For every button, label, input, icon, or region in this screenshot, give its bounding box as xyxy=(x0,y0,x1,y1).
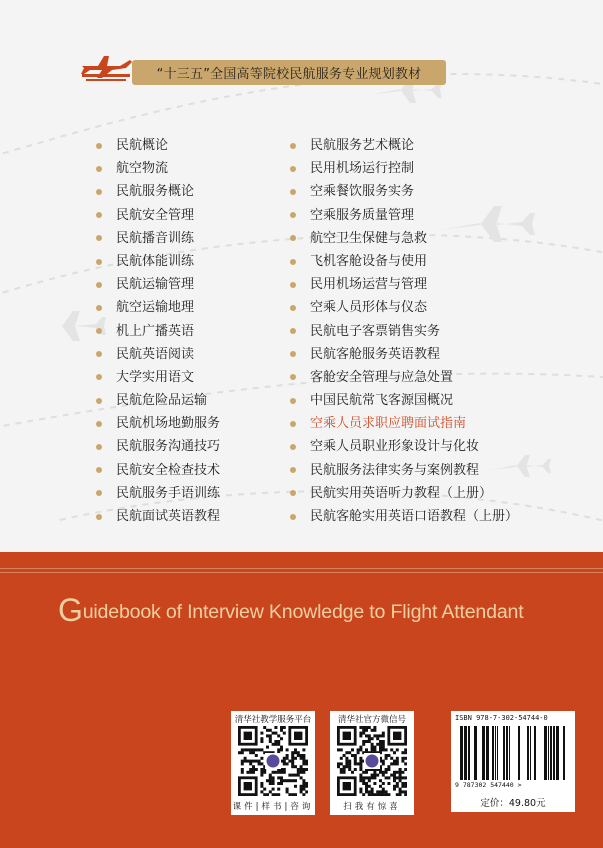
book-title: 大学实用语文 xyxy=(116,369,195,385)
book-title: 民航体能训练 xyxy=(116,253,195,269)
bullet-icon xyxy=(96,166,102,172)
book-list-item xyxy=(96,204,220,227)
book-title: 民航英语阅读 xyxy=(116,346,195,362)
bullet-icon xyxy=(96,189,102,195)
series-banner xyxy=(132,60,446,85)
bullet-icon xyxy=(96,212,102,218)
book-title: 民航服务概论 xyxy=(116,184,195,200)
bullet-icon xyxy=(96,444,102,450)
book-list-item xyxy=(290,134,518,157)
bullet-icon xyxy=(96,467,102,473)
book-title: 空乘人员形体与仪态 xyxy=(310,300,428,316)
book-title: 民航服务沟通技巧 xyxy=(116,439,221,455)
book-title: 民航服务艺术概论 xyxy=(310,138,415,153)
book-list-item xyxy=(96,482,220,505)
book-list-item xyxy=(96,320,220,343)
book-title: 民航电子客票销售实务 xyxy=(310,323,441,339)
bullet-icon xyxy=(290,259,296,265)
book-list-item xyxy=(96,435,220,458)
book-list-item xyxy=(96,227,220,250)
book-list-item xyxy=(96,343,220,366)
bullet-icon xyxy=(96,143,102,149)
qr-card-wechat xyxy=(330,711,414,815)
book-title: 民用机场运营与管理 xyxy=(310,277,428,293)
book-title: 民航客舱实用英语口语教程（上册） xyxy=(310,509,519,524)
book-title-highlighted: 空乘人员求职应聘面试指南 xyxy=(310,416,467,432)
book-title: 航空卫生保健与急救 xyxy=(310,230,428,246)
bullet-icon xyxy=(96,328,102,334)
book-list-item xyxy=(96,505,220,528)
qr-title: 清华社教学服务平台 xyxy=(234,715,312,725)
book-list-item xyxy=(290,505,518,528)
english-title-initial: G xyxy=(58,592,83,628)
book-list-item xyxy=(290,459,518,482)
book-list-item xyxy=(290,343,518,366)
book-title: 航空物流 xyxy=(116,161,169,177)
book-list-item xyxy=(290,227,518,250)
book-list-right xyxy=(290,134,518,528)
qr-card-teaching-platform xyxy=(231,711,315,815)
bullet-icon xyxy=(96,235,102,241)
book-list-item xyxy=(290,482,518,505)
book-title: 民航运输管理 xyxy=(116,277,195,293)
barcode-digits: 9 787302 547440 > xyxy=(455,781,522,789)
bullet-icon xyxy=(96,305,102,311)
book-list-item xyxy=(96,134,220,157)
book-list-item xyxy=(290,296,518,319)
book-list-item xyxy=(96,412,220,435)
book-title: 民航服务手语训练 xyxy=(116,485,221,501)
book-title: 民航危险品运输 xyxy=(116,393,208,409)
book-title: 民用机场运行控制 xyxy=(310,161,415,177)
book-title: 中国民航常飞客源国概况 xyxy=(310,393,454,409)
bullet-icon xyxy=(290,143,296,149)
bullet-icon xyxy=(290,351,296,357)
price-label: 定价：49.80元 xyxy=(480,798,546,809)
book-list-item xyxy=(96,250,220,273)
bullet-icon xyxy=(290,235,296,241)
bullet-icon xyxy=(290,398,296,404)
book-list-item xyxy=(290,157,518,180)
bullet-icon xyxy=(96,259,102,265)
book-list-item-highlighted xyxy=(290,412,518,435)
bullet-icon xyxy=(96,351,102,357)
qr-code-icon xyxy=(337,726,407,796)
book-title: 民航客舱服务英语教程 xyxy=(310,346,441,362)
book-title: 航空运输地理 xyxy=(116,300,195,316)
isbn-text: ISBN 978-7-302-54744-0 xyxy=(455,714,548,722)
book-title: 空乘餐饮服务实务 xyxy=(310,184,415,200)
book-title: 民航安全管理 xyxy=(116,207,195,223)
bullet-icon xyxy=(96,421,102,427)
qr-code-icon xyxy=(238,726,308,796)
bullet-icon xyxy=(96,398,102,404)
book-list-item xyxy=(290,389,518,412)
bullet-icon xyxy=(290,282,296,288)
bullet-icon xyxy=(290,305,296,311)
book-list-item xyxy=(290,180,518,203)
book-list-item xyxy=(290,435,518,458)
book-title: 民航服务法律实务与案例教程 xyxy=(310,462,480,478)
book-list-item xyxy=(96,273,220,296)
bullet-icon xyxy=(290,328,296,334)
book-title: 飞机客舱设备与使用 xyxy=(310,253,428,269)
book-title: 民航播音训练 xyxy=(116,230,195,246)
barcode-icon xyxy=(460,726,566,780)
bullet-icon xyxy=(96,374,102,380)
book-list-item xyxy=(290,366,518,389)
book-list-item xyxy=(96,459,220,482)
divider-line xyxy=(0,572,603,573)
bullet-icon xyxy=(290,189,296,195)
book-list-left xyxy=(96,134,220,528)
bullet-icon xyxy=(290,374,296,380)
book-title: 民航实用英语听力教程（上册） xyxy=(310,485,493,501)
bullet-icon xyxy=(96,490,102,496)
bullet-icon xyxy=(290,421,296,427)
book-title: 空乘服务质量管理 xyxy=(310,207,415,223)
book-title: 空乘人员职业形象设计与化妆 xyxy=(310,439,480,455)
english-title xyxy=(58,594,523,626)
qr-title: 清华社官方微信号 xyxy=(337,715,406,725)
book-list-item xyxy=(290,250,518,273)
book-title: 民航概论 xyxy=(116,138,169,153)
book-list-item xyxy=(96,157,220,180)
book-title: 民航机场地勤服务 xyxy=(116,416,221,432)
book-list-item xyxy=(96,389,220,412)
airplane-logo-icon xyxy=(76,44,136,84)
book-title: 客舱安全管理与应急处置 xyxy=(310,369,454,385)
bullet-icon xyxy=(96,282,102,288)
book-list-item xyxy=(96,296,220,319)
series-banner-text: “十三五”全国高等院校民航服务专业规划教材 xyxy=(156,67,422,82)
bullet-icon xyxy=(290,166,296,172)
book-title: 机上广播英语 xyxy=(116,323,195,339)
english-title-rest: uidebook of Interview Knowledge to Flight Attendant xyxy=(82,601,524,623)
bullet-icon xyxy=(290,467,296,473)
book-title: 民航安全检查技术 xyxy=(116,462,221,478)
book-title: 民航面试英语教程 xyxy=(116,509,221,524)
bullet-icon xyxy=(290,514,296,520)
book-list-item xyxy=(290,273,518,296)
qr-caption: 课件|样书|咨询 xyxy=(232,802,314,812)
book-list-item xyxy=(290,320,518,343)
divider-line xyxy=(0,568,603,569)
bullet-icon xyxy=(290,212,296,218)
bullet-icon xyxy=(290,490,296,496)
qr-caption: 扫我有惊喜 xyxy=(343,802,401,812)
book-list-item xyxy=(96,180,220,203)
bullet-icon xyxy=(290,444,296,450)
isbn-barcode-card xyxy=(451,711,575,812)
book-list-item xyxy=(290,204,518,227)
book-list-item xyxy=(96,366,220,389)
bullet-icon xyxy=(96,514,102,520)
